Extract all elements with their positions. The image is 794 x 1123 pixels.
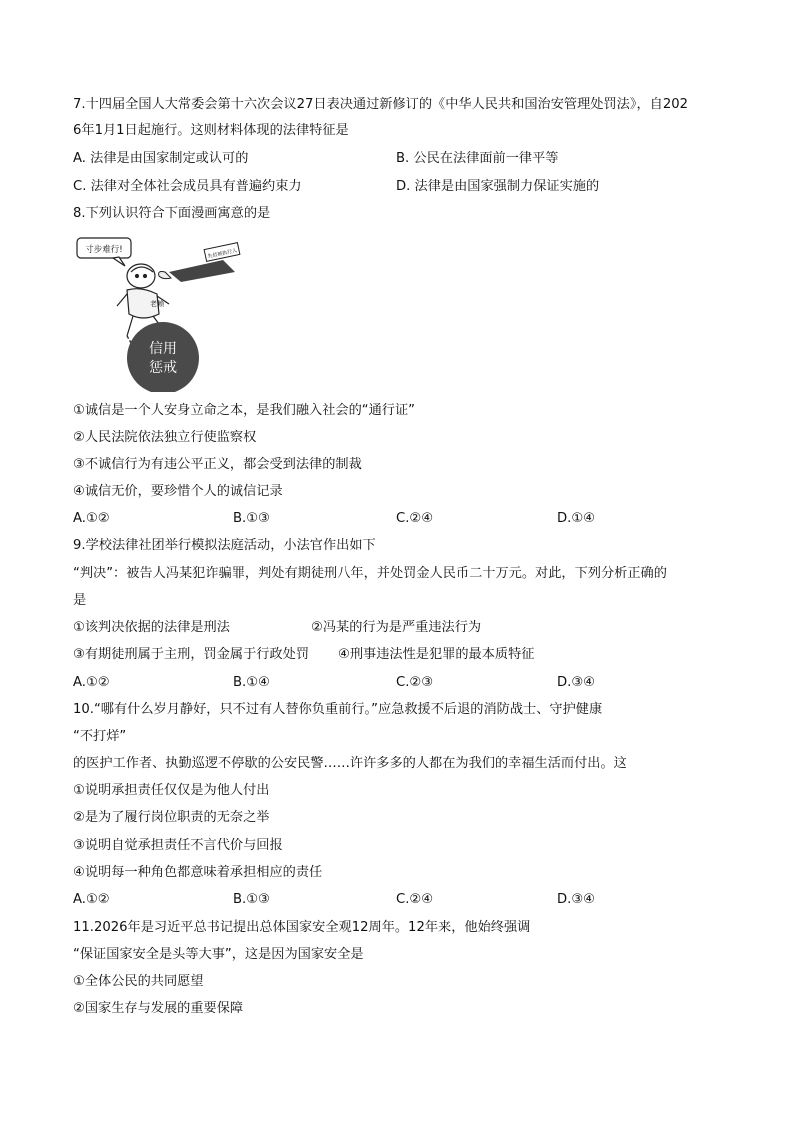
q9-statement-2: ②冯某的行为是严重违法行为	[311, 620, 482, 635]
q9-statement-3: ③有期徒刑属于主刑，罚金属于行政处罚	[73, 647, 310, 662]
q10-statement-3: ③说明自觉承担责任不言代价与回报	[73, 838, 283, 853]
q7-option-a: A. 法律是由国家制定或认可的	[73, 151, 249, 166]
q8-statement-2: ②人民法院依法独立行使监察权	[73, 430, 257, 445]
q8-option-a: A.①②	[73, 511, 110, 526]
q11-stem-line2: “保证国家安全是头等大事”，这是因为国家安全是	[73, 947, 364, 962]
q10-stem-line3: 的医护工作者、执勤巡逻不停歇的公安民警……许许多多的人都在为我们的幸福生活而付出。这	[73, 756, 627, 771]
q9-option-a: A.①②	[73, 675, 110, 690]
q10-stem-line2: “不打烊”	[73, 729, 127, 744]
q9-statement-4: ④刑事违法性是犯罪的最本质特征	[338, 647, 535, 662]
q8-statement-4: ④诚信无价，要珍惜个人的诚信记录	[73, 484, 283, 499]
q10-stem-line1: 10.“哪有什么岁月静好，只不过有人替你负重前行。”应急救援不后退的消防战士、守护健康	[73, 702, 603, 717]
q11-stem-line1: 11.2026年是习近平总书记提出总体国家安全观12周年。12年来，他始终强调	[73, 920, 531, 935]
q9-stem-line1: 9.学校法律社团举行模拟法庭活动，小法官作出如下	[73, 538, 376, 553]
q9-option-c: C.②③	[396, 675, 434, 690]
q10-option-b: B.①③	[233, 892, 270, 907]
q10-option-c: C.②④	[396, 892, 434, 907]
comic-badge-text: 老赖	[150, 300, 164, 308]
q10-option-a: A.①②	[73, 892, 110, 907]
q10-statement-4: ④说明每一种角色都意味着承担相应的责任	[73, 865, 323, 880]
q8-stem: 8.下列认识符合下面漫画寓意的是	[73, 206, 271, 221]
q9-stem-line3: 是	[73, 593, 87, 608]
comic-ball-line2: 惩戒	[149, 360, 177, 376]
comic-pointing-hand	[159, 243, 240, 282]
q11-statement-1: ①全体公民的共同愿望	[73, 974, 204, 989]
q8-option-b: B.①③	[233, 511, 270, 526]
comic-sign-text: 失信被执行人	[207, 247, 238, 261]
q7-stem-line1: 7.十四届全国人大常委会第十六次会议27日表决通过新修订的《中华人民共和国治安管理处罚法》，自202	[73, 97, 688, 112]
comic-speech-text: 寸步难行!	[85, 245, 123, 255]
q9-statement-1: ①该判决依据的法律是刑法	[73, 620, 230, 635]
q10-option-d: D.③④	[557, 892, 595, 907]
q8-statement-1: ①诚信是一个人安身立命之本，是我们融入社会的“通行证”	[73, 403, 415, 418]
comic-credit-ball	[127, 322, 199, 392]
q9-option-d: D.③④	[557, 675, 595, 690]
q9-option-b: B.①④	[233, 675, 270, 690]
comic-speech-bubble	[77, 238, 131, 266]
q10-statement-1: ①说明承担责任仅仅是为他人付出	[73, 783, 270, 798]
comic-ball-line1: 信用	[149, 341, 177, 357]
q8-comic-illustration	[73, 232, 243, 392]
q7-option-c: C. 法律对全体社会成员具有普遍约束力	[73, 179, 302, 194]
q7-option-b: B. 公民在法律面前一律平等	[396, 151, 559, 166]
q11-statement-2: ②国家生存与发展的重要保障	[73, 1001, 244, 1016]
q7-stem-line2: 6年1月1日起施行。这则材料体现的法律特征是	[73, 123, 349, 138]
q7-option-d: D. 法律是由国家强制力保证实施的	[396, 179, 600, 194]
q8-option-c: C.②④	[396, 511, 434, 526]
q8-statement-3: ③不诚信行为有违公平正义，都会受到法律的制裁	[73, 457, 362, 472]
q10-statement-2: ②是为了履行岗位职责的无奈之举	[73, 810, 270, 825]
q8-option-d: D.①④	[557, 511, 595, 526]
q9-stem-line2: “判决”：被告人冯某犯诈骗罪，判处有期徒刑八年，并处罚金人民币二十万元。对此，下列分析正确的	[73, 566, 667, 581]
